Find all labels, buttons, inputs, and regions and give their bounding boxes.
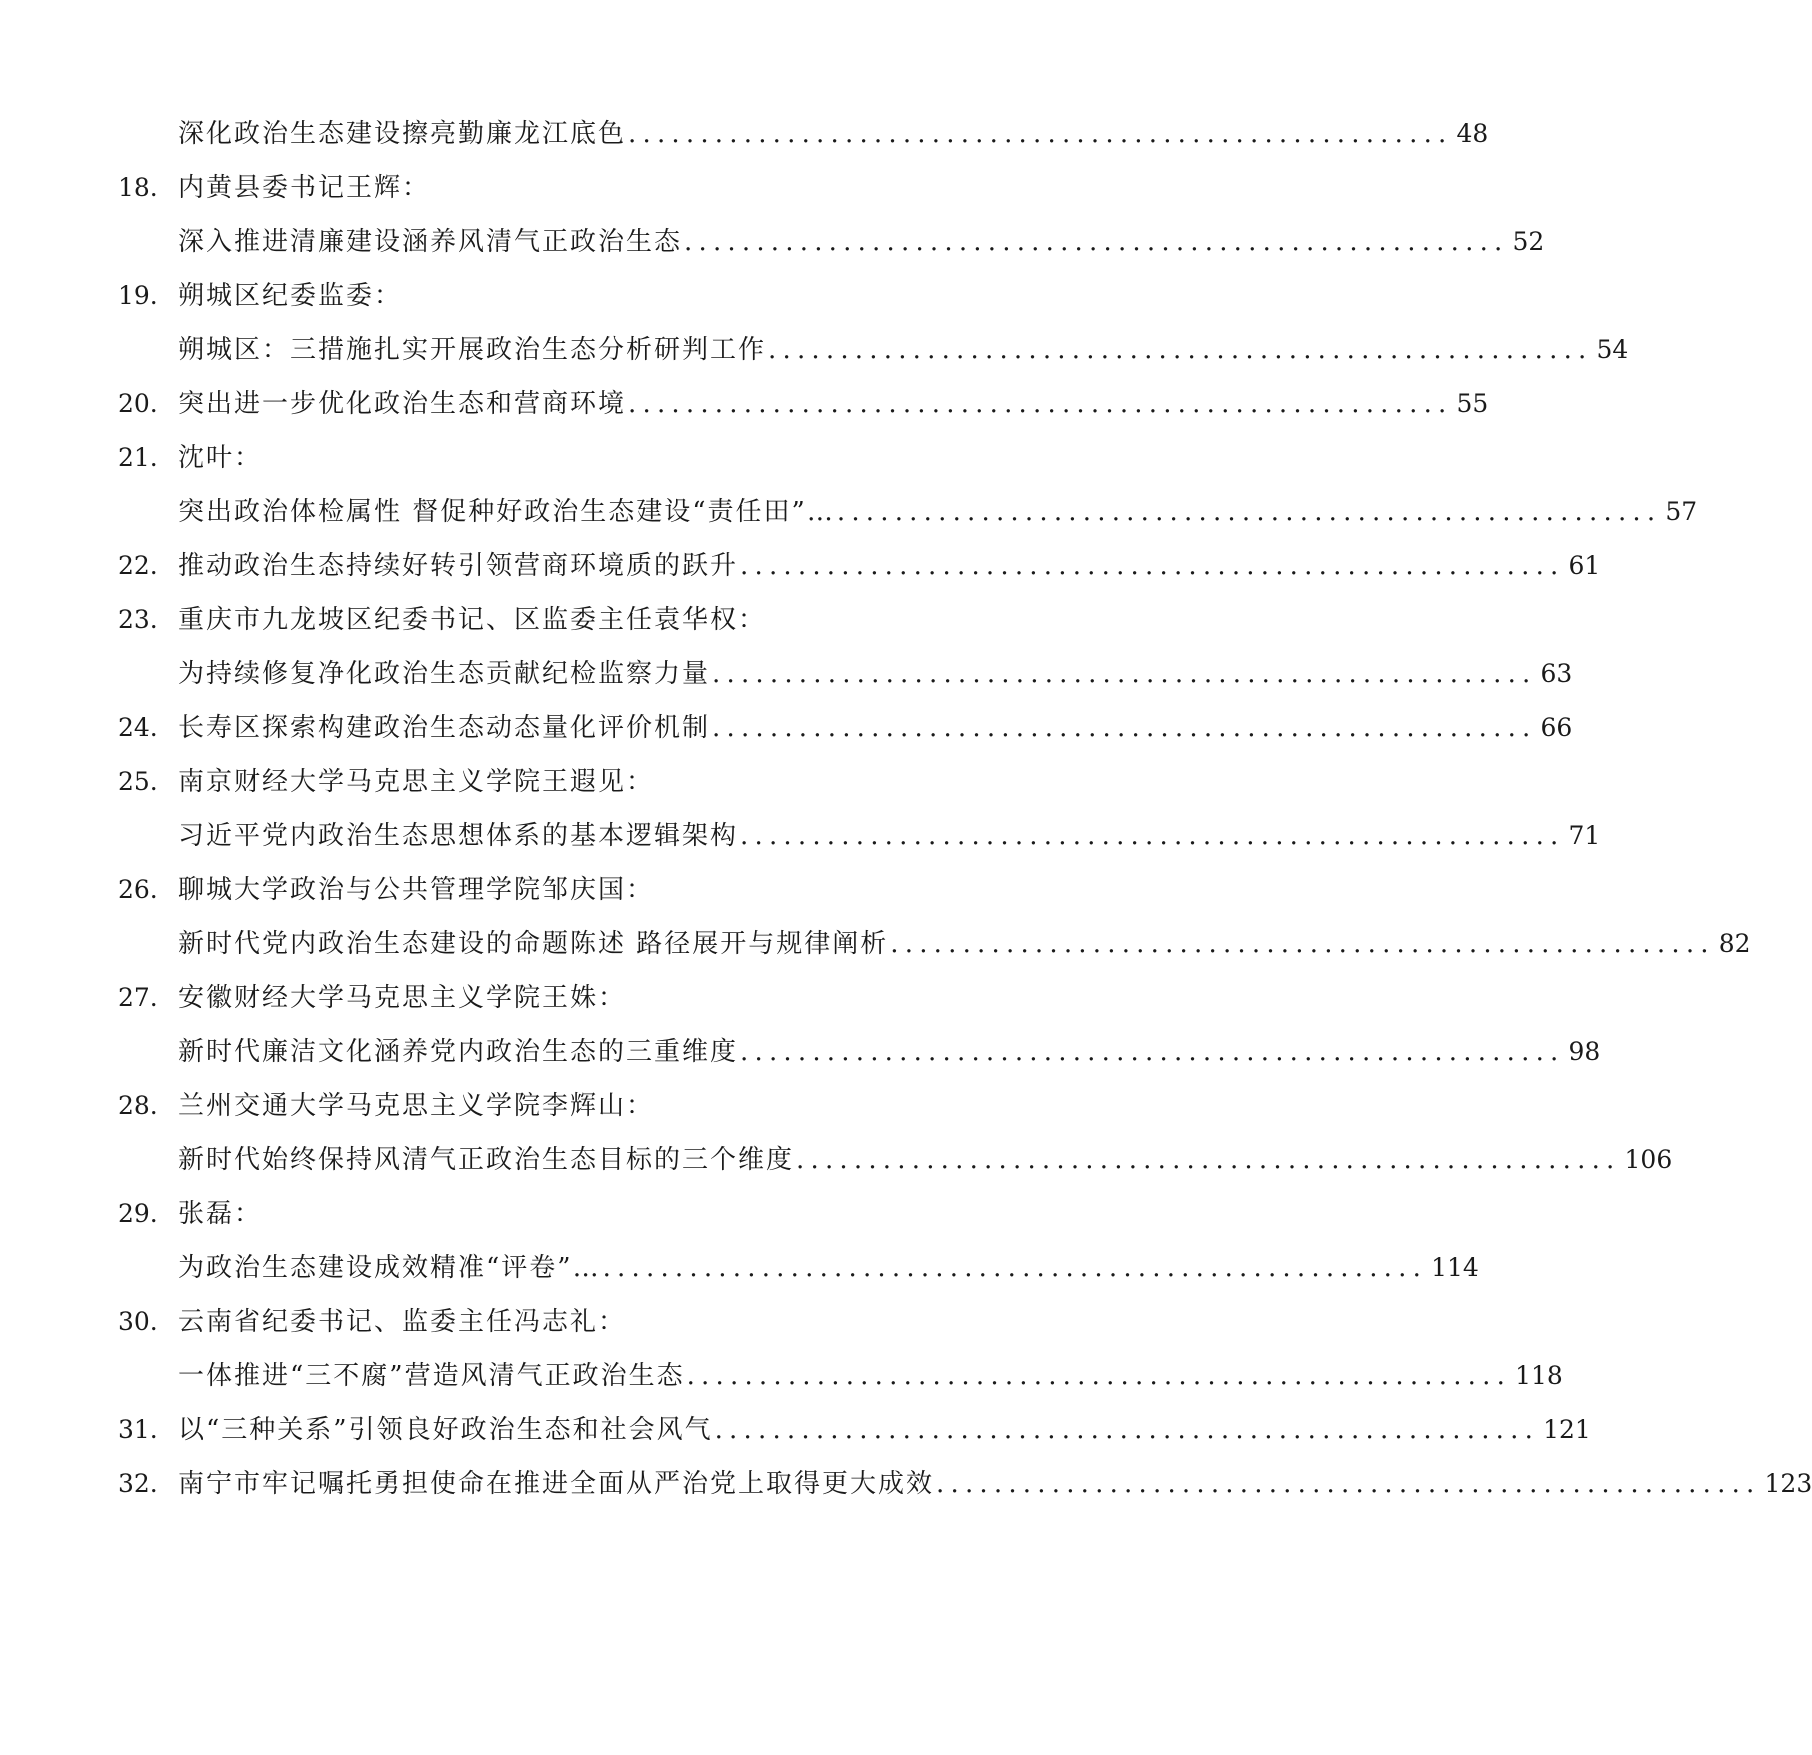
entry-row (178, 870, 1119, 910)
entry-title: 为政治生态建设成效精准“评卷”… (178, 1253, 601, 1283)
entry-title: 以“三种关系”引领良好政治生态和社会风气 (178, 1415, 713, 1445)
entry-row (178, 384, 1489, 424)
entry-title: 新时代党内政治生态建设的命题陈述 路径展开与规律阐析 (178, 929, 889, 959)
entry-title: 新时代始终保持风清气正政治生态目标的三个维度 (178, 1145, 795, 1175)
toc-line[interactable] (0, 384, 1489, 424)
entry-row (178, 1248, 1479, 1288)
entry-title: 突出进一步优化政治生态和营商环境 (178, 389, 627, 419)
entry-title: 习近平党内政治生态思想体系的基本逻辑架构 (178, 821, 739, 851)
entry-row (178, 438, 1119, 478)
toc-line[interactable] (0, 114, 1489, 154)
entry-row (178, 546, 1601, 586)
entry-title: 兰州交通大学马克思主义学院李辉山： (178, 1091, 655, 1121)
toc-line[interactable] (0, 600, 1240, 640)
entry-title: 为持续修复净化政治生态贡献纪检监察力量 (178, 659, 711, 689)
page-number: 55 (1456, 389, 1489, 418)
page-number: 98 (1568, 1037, 1601, 1066)
page-number: 52 (1512, 227, 1545, 256)
dot-leader: ......................................................... (936, 1469, 1761, 1499)
entry-number: 23. (118, 605, 158, 634)
entry-row (178, 600, 1119, 640)
dot-leader: ......................................................... (684, 227, 1509, 257)
dot-leader: ......................................................... (714, 1415, 1540, 1445)
dot-leader: ......................................................... (740, 1037, 1565, 1067)
entry-row (178, 492, 1698, 532)
entry-row (178, 1086, 1119, 1126)
entry-title: 内黄县委书记王辉： (178, 173, 431, 203)
entry-title: 重庆市九龙坡区纪委书记、区监委主任袁华权： (178, 605, 767, 635)
entry-row (178, 1032, 1601, 1072)
entry-title: 深入推进清廉建设涵养风清气正政治生态 (178, 227, 683, 257)
entry-row (178, 114, 1489, 154)
toc-line[interactable] (0, 762, 1240, 802)
dot-leader: ......................................................... (890, 929, 1715, 959)
toc-line[interactable] (0, 168, 1240, 208)
dot-leader: ......................................................... (602, 1253, 1428, 1283)
entry-number: 27. (118, 983, 158, 1012)
entry-title: 张磊： (178, 1199, 263, 1229)
entry-number: 20. (118, 389, 158, 418)
entry-title: 长寿区探索构建政治生态动态量化评价机制 (178, 713, 711, 743)
dot-leader: ......................................................... (836, 497, 1662, 527)
entry-number: 28. (118, 1091, 158, 1120)
toc-line[interactable] (0, 276, 1240, 316)
entry-number: 25. (118, 767, 158, 796)
toc-line[interactable] (0, 654, 1573, 694)
dot-leader: ......................................................... (686, 1361, 1512, 1391)
dot-leader: ......................................................... (740, 821, 1565, 851)
entry-row (178, 1302, 1119, 1342)
entry-title: 新时代廉洁文化涵养党内政治生态的三重维度 (178, 1037, 739, 1067)
toc-line[interactable] (0, 438, 1240, 478)
entry-title: 南京财经大学马克思主义学院王遐见： (178, 767, 655, 797)
toc-line[interactable] (0, 816, 1601, 856)
entry-row (178, 222, 1545, 262)
page-number: 106 (1624, 1145, 1673, 1174)
toc-line[interactable] (0, 870, 1240, 910)
dot-leader: ......................................................... (628, 119, 1453, 149)
page-number: 123 (1764, 1469, 1812, 1498)
page-number: 48 (1456, 119, 1489, 148)
entry-title: 南宁市牢记嘱托勇担使命在推进全面从严治党上取得更大成效 (178, 1469, 935, 1499)
entry-number: 19. (118, 281, 158, 310)
dot-leader: ......................................................... (796, 1145, 1621, 1175)
entry-row (178, 762, 1119, 802)
entry-title: 朔城区：三措施扎实开展政治生态分析研判工作 (178, 335, 767, 365)
toc-line[interactable] (0, 222, 1545, 262)
page-number: 61 (1568, 551, 1601, 580)
entry-number: 24. (118, 713, 158, 742)
page-number: 66 (1540, 713, 1573, 742)
entry-number: 29. (118, 1199, 158, 1228)
entry-number: 31. (118, 1415, 158, 1444)
page-number: 121 (1543, 1415, 1591, 1444)
toc-line[interactable] (0, 924, 1751, 964)
entry-number: 32. (118, 1469, 158, 1498)
page-number: 114 (1431, 1253, 1479, 1282)
entry-row (178, 816, 1601, 856)
toc-line[interactable] (0, 1248, 1479, 1288)
entry-title: 突出政治体检属性 督促种好政治生态建设“责任田”… (178, 497, 835, 527)
dot-leader: ......................................................... (628, 389, 1453, 419)
entry-number: 30. (118, 1307, 158, 1336)
page-number: 118 (1515, 1361, 1563, 1390)
entry-number: 21. (118, 443, 158, 472)
entry-row (178, 654, 1573, 694)
entry-row (178, 1140, 1673, 1180)
toc-line[interactable] (0, 978, 1240, 1018)
entry-row (178, 1356, 1563, 1396)
entry-title: 深化政治生态建设擦亮勤廉龙江底色 (178, 119, 627, 149)
entry-number: 18. (118, 173, 158, 202)
entry-row (178, 168, 1119, 208)
entry-title: 朔城区纪委监委： (178, 281, 403, 311)
entry-title: 安徽财经大学马克思主义学院王姝： (178, 983, 627, 1013)
toc-line[interactable] (0, 1086, 1240, 1126)
toc-line[interactable] (0, 1356, 1563, 1396)
toc-line[interactable] (0, 1410, 1591, 1450)
page-number: 54 (1596, 335, 1629, 364)
toc-line[interactable] (0, 708, 1573, 748)
entry-row (178, 924, 1751, 964)
entry-row (178, 1410, 1591, 1450)
page-number: 71 (1568, 821, 1601, 850)
toc-line[interactable] (0, 330, 1629, 370)
entry-row (178, 708, 1573, 748)
entry-title: 沈叶： (178, 443, 263, 473)
toc-line[interactable] (0, 492, 1698, 532)
toc-line[interactable] (0, 1032, 1601, 1072)
page-number: 63 (1540, 659, 1573, 688)
toc-line[interactable] (0, 1464, 1812, 1504)
toc-line[interactable] (0, 1140, 1673, 1180)
entry-row (178, 978, 1119, 1018)
entry-number: 22. (118, 551, 158, 580)
entry-row (178, 330, 1629, 370)
dot-leader: ......................................................... (712, 659, 1537, 689)
entry-title: 云南省纪委书记、监委主任冯志礼： (178, 1307, 627, 1337)
entry-number: 26. (118, 875, 158, 904)
toc-line[interactable] (0, 1302, 1240, 1342)
entry-title: 聊城大学政治与公共管理学院邹庆国： (178, 875, 655, 905)
dot-leader: ......................................................... (740, 551, 1565, 581)
entry-row (178, 1194, 1119, 1234)
page-number: 82 (1718, 929, 1751, 958)
entry-title: 一体推进“三不腐”营造风清气正政治生态 (178, 1361, 685, 1391)
page-number: 57 (1665, 497, 1698, 526)
dot-leader: ......................................................... (712, 713, 1537, 743)
entry-row (178, 1464, 1812, 1504)
entry-title: 推动政治生态持续好转引领营商环境质的跃升 (178, 551, 739, 581)
toc-line[interactable] (0, 1194, 1240, 1234)
dot-leader: ......................................................... (768, 335, 1593, 365)
entry-row (178, 276, 1119, 316)
toc-line[interactable] (0, 546, 1601, 586)
